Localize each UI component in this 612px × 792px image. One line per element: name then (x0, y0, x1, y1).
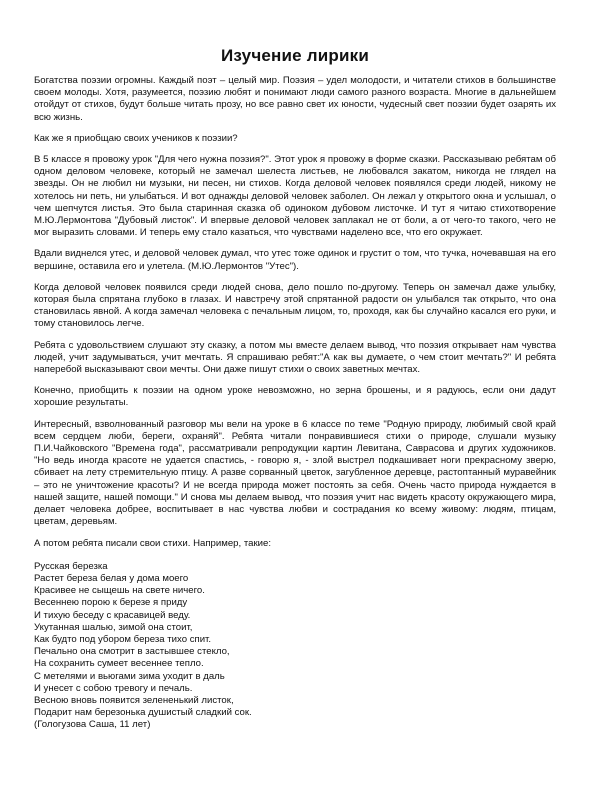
poem-line: И унесет с собою тревогу и печаль. (34, 682, 193, 694)
poem-title: Русская березка (34, 560, 108, 572)
page-title: Изучение лирики (221, 46, 369, 65)
paragraph-question: Как же я приобщаю своих учеников к поэзии? (34, 132, 238, 144)
student-poem (34, 561, 556, 732)
paragraph-grade5-lesson: В 5 классе я провожу урок "Для чего нужна поэзия?". Этот урок я провожу в форме сказки. Рассказываю ребятам об одном деловом человеке, который не замечал шелеста листьев, не любовался закатом, никогда не глядел на звезды. Он не любил ни музыки, ни песен, ни стихов. Когда деловой человек появлялся среди людей, никому не хотелось ни петь, ни улыбаться. И вот однажды деловой человек заболел. Он лежал у открытого окна и услышал, о чем шепчутся листья. Это была старинная сказка об одиноком дубовом листочке. И тут я читаю стихотворение М.Ю.Лермонтова "Дубовый листок". И впервые деловой человек заплакал не от боли, а от чего-то такого, чего не мог выразить словами. И теперь ему стало казаться, что чувствами наделено все, что его окружает. (34, 154, 556, 239)
poem-line: Растет береза белая у дома моего (34, 572, 189, 584)
paragraph-cliff: Вдали виднелся утес, и деловой человек думал, что утес тоже одинок и грустит о том, что тучка, ночевавшая на его вершине, оставила его и улетела. (М.Ю.Лермонтов "Утес"). (34, 248, 556, 272)
poem-author: (Гологузова Саша, 11 лет) (34, 719, 151, 731)
poem-line: И тихую беседу с красавицей веду. (34, 609, 191, 621)
poem-line: Весеннею порою к березе я приду (34, 597, 188, 609)
paragraph-return: Когда деловой человек появился среди людей снова, дело пошло по-другому. Теперь он замечал даже улыбку, которая была спрятана глубоко в глазах. И навстречу этой спрятанной радости он улыбался так открыто, что она становилась явной. А когда замечал человека с печальным лицом, то, проходя, как бы случайно касался его руки, и тому становилось легче. (34, 281, 556, 330)
poem-line: Весною вновь появится зелененький листок, (34, 694, 234, 706)
poem-line: Печально она смотрит в застывшее стекло, (34, 646, 230, 658)
paragraph-intro: Богатства поэзии огромны. Каждый поэт – целый мир. Поэзия – удел молодости, и читатели стихов в большинстве своем молоды. Хотя, разумеется, поэзию любят и понимают люди самого разного возраста. Многие в дальнейшем отойдут от стихов, будут больше читать прозу, но все равно свет их юности, чудесный свет поэзии будет озарять их всю жизнь. (34, 75, 556, 123)
paragraph-grade6-lesson: Интересный, взволнованный разговор мы вели на уроке в 6 классе по теме "Родную природу, любимый свой край всем сердцем люби, береги, охраняй". Ребята читали понравившиеся стихи о природе, слушали музыку П.И.Чайковского "Времена года", рассматривали репродукции картин Левитана, Саврасова и других художников. "Но ведь иногда красоте не удается спастись, - говорю я, - злой выстрел подкашивает ноги прекрасному зверю, сбивает на лету стремительную птицу. А разве сорванный цветок, загубленное деревце, растоптанный муравейник – это не уничтожение красоты? И не всегда природа может постоять за себя. Очень часто природа нуждается в нашей защите, нашей помощи." И снова мы делаем вывод, что поэзия учит нас видеть красоту окружающего мира, делает человека добрее, воспитывает в нас чувства любви и сострадания ко всему живому: людям, птицам, цветам, деревьям. (34, 418, 556, 528)
poem-line: Как будто под убором береза тихо спит. (34, 633, 212, 645)
poem-line: Укутанная шалью, зимой она стоит, (34, 621, 193, 633)
paragraph-poem-intro: А потом ребята писали свои стихи. Например, такие: (34, 537, 272, 549)
paragraph-results: Конечно, приобщить к поэзии на одном уроке невозможно, но зерна брошены, и я радуюсь, если они дадут хорошие результаты. (34, 385, 556, 409)
poem-line: На сохранить сумеет весеннее тепло. (34, 658, 204, 670)
poem-line: С метелями и вьюгами зима уходит в даль (34, 670, 225, 682)
poem-line: Подарит нам березонька душистый сладкий сок. (34, 707, 252, 719)
poem-line: Красивее не сыщешь на свете ничего. (34, 585, 205, 597)
paragraph-conclusion: Ребята с удовольствием слушают эту сказку, а потом мы вместе делаем вывод, что поэзия открывает нам чувства людей, учит задумываться, учит мечтать. Я спрашиваю ребят:"А как вы думаете, о чем стоит мечтать?" И ребята наперебой высказывают свои мечты. Они даже пишут стихи о своих заветных мечтах. (34, 339, 556, 376)
